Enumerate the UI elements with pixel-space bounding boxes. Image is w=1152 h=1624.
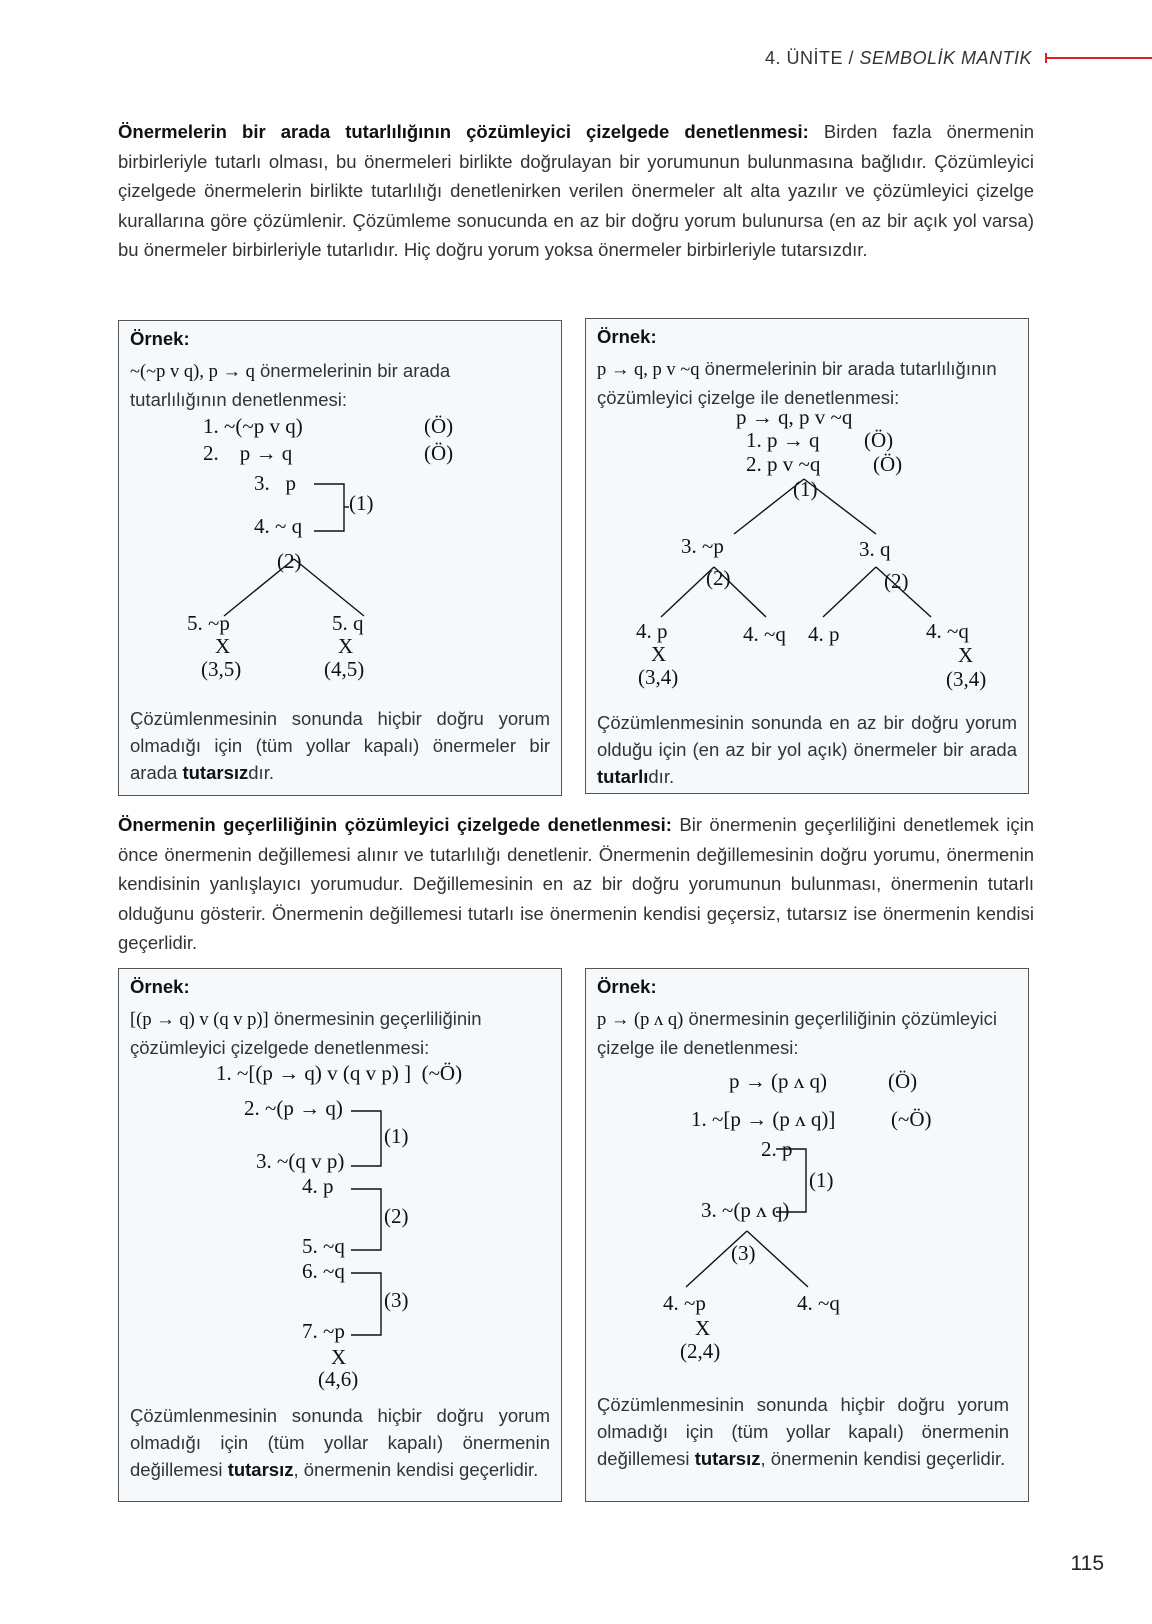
closed-mark: X [651,642,667,666]
page-header [765,48,1032,69]
tableau-line: 4. ~q [797,1291,840,1315]
conclusion-keyword: tutarsız [182,762,249,783]
closure-ref: (2,4) [680,1339,721,1363]
tableau-line: 3. p [254,471,296,495]
rule-ref: (1) [809,1168,834,1192]
conclusion-suffix: dır. [648,766,675,787]
conclusion-keyword: tutarsız [694,1448,761,1469]
rule-ref: (1) [793,477,818,501]
tableau-line: 2. p → q [203,441,293,465]
example-desc-text: önermelerinin bir arada tutarlılığının denetlenmesi: [130,360,451,410]
section-consistency-paragraph [118,117,1034,265]
tableau-mark: (Ö) [873,452,903,476]
tableau-line: 4. ~ q [254,514,303,538]
example-title: Örnek: [130,976,190,997]
tableau-line: 2. p [761,1137,793,1161]
closed-mark: X [331,1345,347,1369]
conclusion-suffix: , önermenin kendisi geçerlidir. [760,1448,1006,1469]
section-consistency-heading: Önermelerin bir arada tutarlılığının çözümleyici çizelgede denetlenmesi: [118,121,809,142]
example-conclusion [597,709,1017,790]
tableau-line: 4. p [302,1174,334,1198]
unit-title: SEMBOLİK MANTIK [859,48,1032,68]
tableau-line: 4. ~q [926,619,969,643]
example-desc-text: önermelerinin bir arada tutarlılığının çözümleyici çizelge ile denetlenmesi: [597,358,997,408]
rule-ref: (2) [277,549,302,573]
conclusion-suffix: dır. [248,762,274,783]
conclusion-text: Çözümlenmesinin sonunda hiçbir doğru yorum olmadığı için (tüm yollar kapalı) önermenin değillemesi [597,1394,1009,1469]
example-formula: [(p → q) v (q v p)] [130,1010,269,1030]
conclusion-text: Çözümlenmesinin sonunda hiçbir doğru yorum olmadığı için (tüm yollar kapalı) önermenin değillemesi [130,1405,550,1480]
tableau-mark: (Ö) [864,428,894,452]
section-consistency-body: Birden fazla önermenin birbirleriyle tutarlı olması, bu önermeleri birlikte doğrulayan bir yorumunun bulunmasına bağlıdır. Çözümleyici çizelgede önermelerin birlikte tutarlılığı denetlenirken verilen önermeler alt alta yazılır ve çözümleyici çizelge kurallarına göre çözümlenir. Çözümleme sonucunda en az bir doğru yorum bulunursa (en az bir açık yol varsa) bu önermeler birbirleriyle tutarlıdır. Hiç doğru yorum yoksa önermeler birbirleriyle tutarsızdır. [118,121,1035,260]
example-conclusion [130,1402,550,1483]
tableau-line: 4. ~q [743,622,786,646]
closure-ref: (3,4) [638,665,679,689]
unit-label: 4. ÜNİTE / [764,48,860,68]
conclusion-keyword: tutarsız [227,1459,294,1480]
tableau-line: 7. ~p [302,1319,345,1343]
tableau-mark: (Ö) [888,1069,918,1093]
closed-mark: X [695,1316,711,1340]
example-box-1 [118,320,562,796]
tableau-line: 1. ~(~p v q) [203,414,303,438]
header-accent-line [1045,57,1152,59]
section-validity-body: Bir önermenin geçerliliğini denetlemek için önce önermenin değillemesi alınır ve tutarlılığı denetlenir. Önermenin değillemesinin doğru yorumu, önermenin kendisinin yanlışlayıcı yorumudur. Değillemesinin en az bir doğru yorumunun bulunması, önermenin tutarlı olduğunu gösterir. Önermenin değillemesi tutarlı ise önermenin kendisi geçersiz, tutarsız ise önermenin kendisi geçerlidir. [118,814,1034,953]
closed-mark: X [338,634,354,658]
tableau-line: 3. ~(q v p) [256,1149,345,1173]
rule-ref: (2) [706,566,731,590]
example-desc-text: önermesinin geçerliliğinin çözümleyici çizelgede denetlenmesi: [130,1008,482,1058]
tableau-line: 4. ~p [663,1291,706,1315]
example-formula: ~(~p v q), p → q [130,362,255,382]
tableau-line: 2. ~(p → q) [244,1096,343,1120]
rule-ref: (3) [731,1241,756,1265]
example-title: Örnek: [597,326,657,347]
tableau-line: 1. ~[p → (p ʌ q)] [691,1107,836,1131]
closure-ref: (3,5) [201,657,242,681]
example-conclusion [130,705,550,786]
tableau-mark: (Ö) [424,441,454,465]
example-box-3 [118,968,562,1502]
closure-ref: (4,5) [324,657,365,681]
example-formula: p → (p ʌ q) [597,1010,684,1030]
closed-mark: X [215,634,231,658]
tableau-mark: (Ö) [424,414,454,438]
rule-ref: (2) [384,1204,409,1228]
example-desc-text: önermesinin geçerliliğinin çözümleyici çizelge ile denetlenmesi: [597,1008,997,1058]
rule-ref: (1) [349,491,374,515]
closure-ref: (3,4) [946,667,987,691]
tableau-line: 6. ~q [302,1259,345,1283]
example-title: Örnek: [130,328,190,349]
tableau-line: 1. p → q [746,428,820,452]
tableau-line: 4. p [808,622,840,646]
example-formula: p → q, p v ~q [597,360,700,380]
tableau-line: 1. ~[(p → q) v (q v p) ] (~Ö) [216,1061,463,1085]
conclusion-text: Çözümlenmesinin sonunda en az bir doğru yorum olduğu için (en az bir yol açık) önermeler bir arada [597,712,1017,760]
conclusion-keyword: tutarlı [597,766,649,787]
rule-ref: (1) [384,1124,409,1148]
tableau-line: 5. ~p [187,611,230,635]
tableau-line: 2. p v ~q [746,452,821,476]
section-validity-heading: Önermenin geçerliliğinin çözümleyici çizelgede denetlenmesi: [118,814,672,835]
page-number: 115 [1070,1552,1104,1575]
tableau-line: 3. ~p [681,534,724,558]
tableau-line: 3. q [859,537,891,561]
example-title: Örnek: [597,976,657,997]
tableau-line: p → (p ʌ q) [729,1069,827,1093]
tableau-line: 3. ~(p ʌ q) [701,1198,790,1222]
conclusion-text: Çözümlenmesinin sonunda hiçbir doğru yorum olmadığı için (tüm yollar kapalı) önermeler bir arada [130,708,550,783]
closure-ref: (4,6) [318,1367,359,1391]
section-validity-paragraph [118,810,1034,958]
example-conclusion [597,1391,1009,1472]
tableau-line: p → q, p v ~q [736,405,853,429]
tableau-mark: (~Ö) [891,1107,932,1131]
tableau-line: 5. q [332,611,364,635]
rule-ref: (2) [884,569,909,593]
closed-mark: X [958,643,974,667]
example-box-4 [585,968,1029,1502]
tableau-line: 4. p [636,619,668,643]
example-box-2 [585,318,1029,794]
rule-ref: (3) [384,1288,409,1312]
tableau-line: 5. ~q [302,1234,345,1258]
conclusion-suffix: , önermenin kendisi geçerlidir. [293,1459,539,1480]
